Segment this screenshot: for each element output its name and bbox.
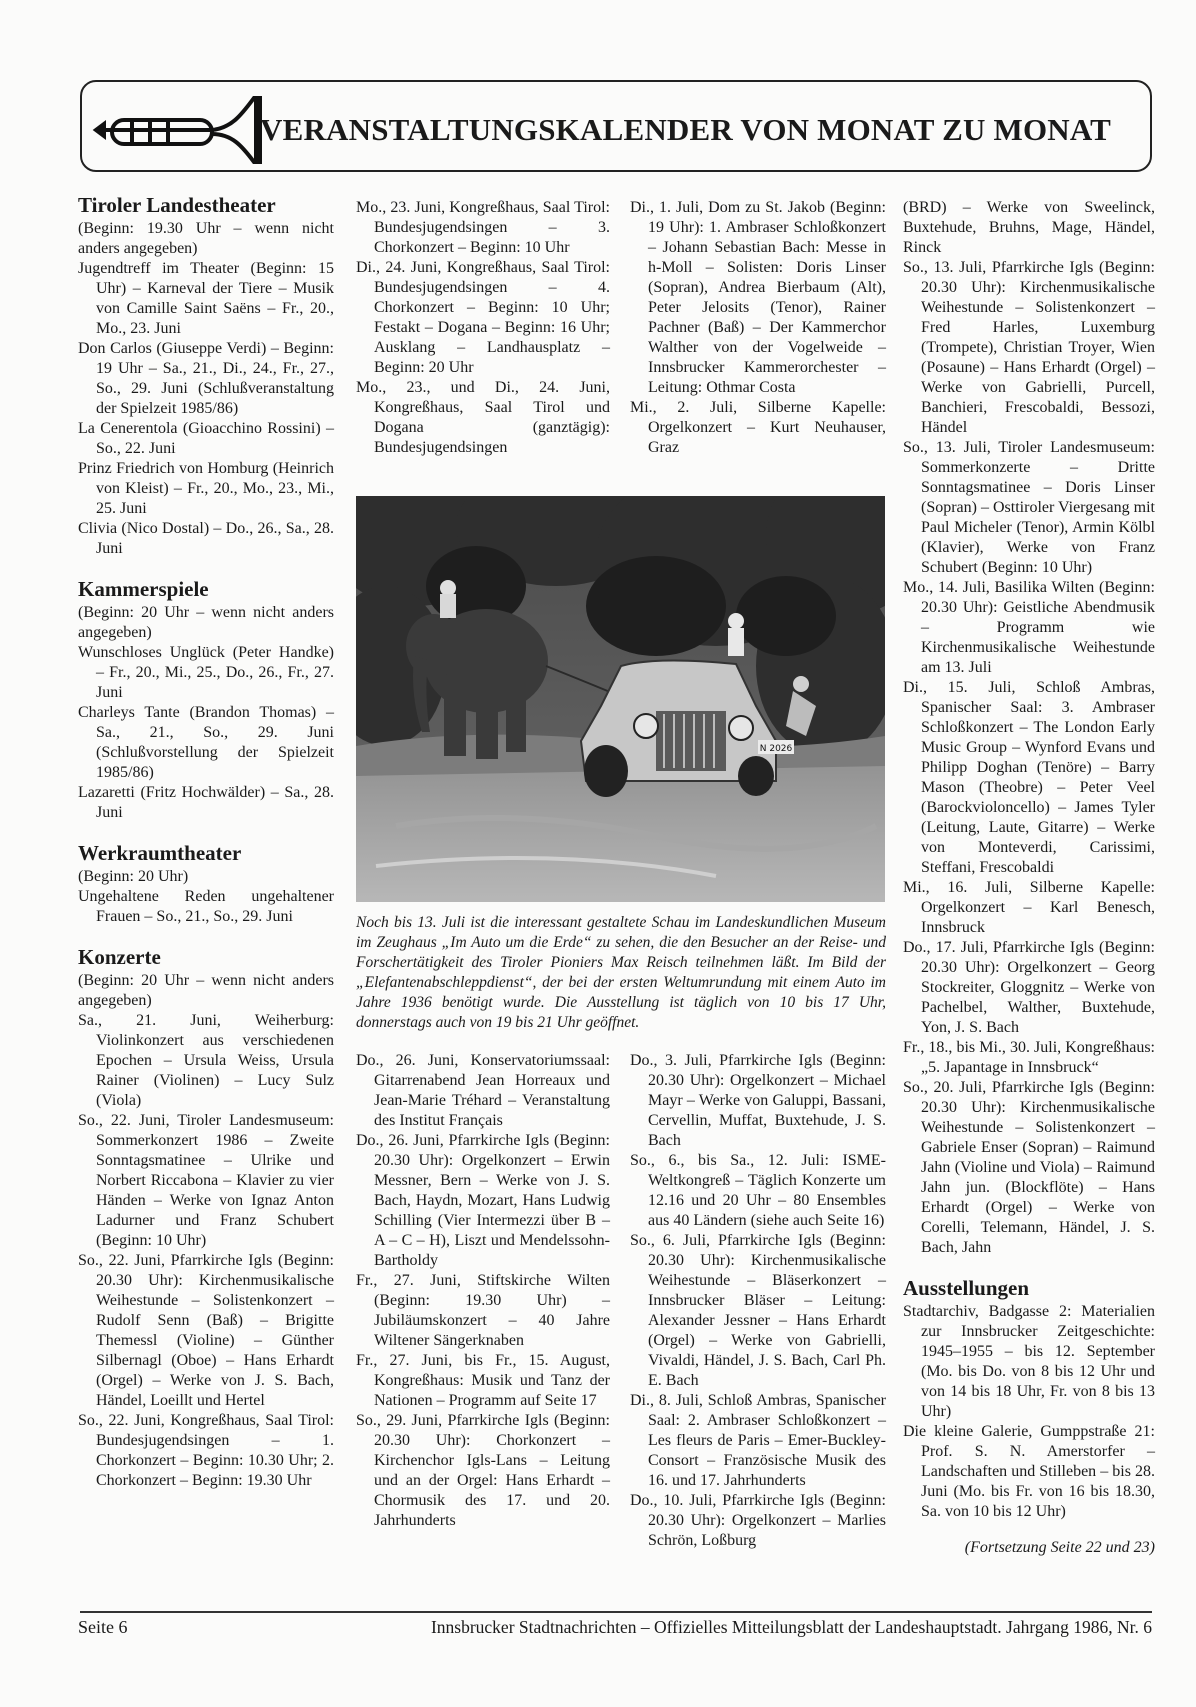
list-item: So., 22. Juni, Tiroler Landesmuseum: Sommerkonzert 1986 – Zweite Sonntagsmatinee – Ulrike und Norbert Riccabona – Klavier zu vier Händen – Werke von Ignaz Anton Ladurner und Franz Schubert (Beginn: 10 Uhr) xyxy=(78,1112,334,1249)
list-item: Charleys Tante (Brandon Thomas) – Sa., 21., So., 29. Juni (Schlußvorstellung der Spielzeit 1985/86) xyxy=(78,704,334,781)
list-item: Mo., 14. Juli, Basilika Wilten (Beginn: 20.30 Uhr): Geistliche Abendmusik – Programm wie Kirchenmusikalische Weihestunde am 13. Juli xyxy=(903,579,1155,676)
license-plate: N 2026 xyxy=(759,744,793,754)
list-item: Mo., 23. Juni, Kongreßhaus, Saal Tirol: Bundesjugendsingen – 3. Chorkonzert – Beginn: 10 Uhr xyxy=(356,199,610,256)
column-2-bottom xyxy=(356,1051,610,1531)
photo-illustration xyxy=(356,496,885,902)
list-item: (Beginn: 20 Uhr – wenn nicht anders angegeben) xyxy=(78,604,334,641)
list-item: Do., 26. Juni, Pfarrkirche Igls (Beginn: 20.30 Uhr): Orgelkonzert – Erwin Messner, Bern – Werke von J. S. Bach, Haydn, Mozart, Hans Ludwig Schilling (Vier Intermezzi über B – A – C – H), Liszt und Mendelssohn-Bartholdy xyxy=(356,1132,610,1269)
list-item: Fr., 27. Juni, bis Fr., 15. August, Kongreßhaus: Musik und Tanz der Nationen – Programm auf Seite 17 xyxy=(356,1352,610,1409)
list-item: Di., 15. Juli, Schloß Ambras, Spanischer Saal: 3. Ambraser Schloßkonzert – The London Early Music Group – Wynford Evans und Philipp Doghan (Tenöre) – Barry Mason (Theobre) – Peter Veel (Barockvioloncello) – James Tyler (Leitung, Laute, Gitarre) – Werke von Monteverdi, Carissimi, Steffani, Frescobaldi xyxy=(903,679,1155,876)
section-heading-kammerspiele: Kammerspiele xyxy=(78,577,209,601)
list-item: Sa., 21. Juni, Weiherburg: Violinkonzert aus verschiedenen Epochen – Ursula Weiss, Ursula Rainer (Violinen) – Lucy Sulz (Viola) xyxy=(78,1012,334,1109)
page-title: VERANSTALTUNGSKALENDER VON MONAT ZU MONAT xyxy=(260,112,1112,147)
list-item: So., 22. Juni, Kongreßhaus, Saal Tirol: Bundesjugendsingen – 1. Chorkonzert – Beginn: 10.30 Uhr; 2. Chorkonzert – Beginn: 19.30 Uhr xyxy=(78,1412,334,1489)
trumpet-icon xyxy=(92,90,262,170)
list-item: Die kleine Galerie, Gumppstraße 21: Prof. S. N. Amerstorfer – Landschaften und Stilleben – bis 28. Juni (Mo. bis Fr. von 16 bis 18.30, Sa. von 10 bis 12 Uhr) xyxy=(903,1423,1155,1520)
list-item: Do., 10. Juli, Pfarrkirche Igls (Beginn: 20.30 Uhr): Orgelkonzert – Marlies Schrön, Loßburg xyxy=(630,1492,886,1549)
publication-footer: Innsbrucker Stadtnachrichten – Offizielles Mitteilungsblatt der Landeshauptstadt. Jahrgang 1986, Nr. 6 xyxy=(430,1617,1152,1637)
list-item: Di., 1. Juli, Dom zu St. Jakob (Beginn: 19 Uhr): 1. Ambraser Schloßkonzert – Johann Sebastian Bach: Messe in h-Moll – Solisten: Doris Linser (Sopran), Andrea Bierbaum (Alt), Peter Jelosits (Tenor), Rainer Pachner (Baß) – Der Kammerchor Walther von der Vogelweide – Innsbrucker Kammerorchester – Leitung: Othmar Costa xyxy=(630,199,886,396)
list-item: Do., 3. Juli, Pfarrkirche Igls (Beginn: 20.30 Uhr): Orgelkonzert – Michael Mayr – Werke von Galuppi, Bassani, Cervellin, Muffat, Buxtehude, J. S. Bach xyxy=(630,1052,886,1149)
list-item: So., 6., bis Sa., 12. Juli: ISME-Weltkongreß – Täglich Konzerte um 12.16 und 20 Uhr – 80 Ensembles aus 40 Ländern (siehe auch Seite 16) xyxy=(630,1152,886,1229)
list-item: La Cenerentola (Gioacchino Rossini) – So., 22. Juni xyxy=(78,420,334,457)
column-2-top xyxy=(356,198,610,458)
page-number: Seite 6 xyxy=(78,1617,128,1637)
footer-divider xyxy=(80,1611,1152,1613)
column-3-bottom xyxy=(630,1051,886,1551)
section-heading-landestheater: Tiroler Landestheater xyxy=(78,193,276,217)
list-item: Mi., 16. Juli, Silberne Kapelle: Orgelkonzert – Karl Benesch, Innsbruck xyxy=(903,879,1155,936)
photo-elephant-towing-car xyxy=(356,496,885,902)
section-heading-konzerte: Konzerte xyxy=(78,945,161,969)
list-item: Mi., 2. Juli, Silberne Kapelle: Orgelkonzert – Kurt Neuhauser, Graz xyxy=(630,399,886,456)
list-item: Wunschloses Unglück (Peter Handke) – Fr., 20., Mi., 25., Do., 26., Fr., 27. Juni xyxy=(78,644,334,701)
list-item: Stadtarchiv, Badgasse 2: Materialien zur Innsbrucker Zeitgeschichte: 1945–1955 – bis 12. September (Mo. bis Do. von 8 bis 12 Uhr und von 14 bis 18 Uhr, Fr. von 8 bis 13 Uhr) xyxy=(903,1303,1155,1420)
list-item: (Beginn: 20 Uhr – wenn nicht anders angegeben) xyxy=(78,972,334,1009)
list-item: Prinz Friedrich von Homburg (Heinrich von Kleist) – Fr., 20., Mo., 23., Mi., 25. Juni xyxy=(78,460,334,517)
continuation-note: (Fortsetzung Seite 22 und 23) xyxy=(964,1539,1155,1556)
photo-caption: Noch bis 13. Juli ist die interessant gestaltete Schau im Landeskundlichen Museum im Zeughaus „Im Auto um die Erde“ zu sehen, die den Besucher an der Reise- und Forschertätigkeit des Tiroler Pioniers Max Reisch teilnehmen läßt. Im Bild der „Elefantenabschleppdienst“, der bei der ersten Weltumrundung mit einem Auto im Jahre 1936 benötigt wurde. Die Ausstellung ist täglich von 10 bis 17 Uhr, donnerstags auch von 19 bis 21 Uhr geöffnet. xyxy=(356,914,886,1031)
list-item: So., 13. Juli, Tiroler Landesmuseum: Sommerkonzerte – Dritte Sonntagsmatinee – Doris Linser (Sopran) – Osttiroler Viergesang mit Paul Micheler (Tenor), Armin Kölbl (Klavier), Werke von Franz Schubert (Beginn: 10 Uhr) xyxy=(903,439,1155,576)
column-4 xyxy=(903,198,1155,1558)
list-item: Fr., 27. Juni, Stiftskirche Wilten (Beginn: 19.30 Uhr) – Jubiläumskonzert – 40 Jahre Wiltener Sängerknaben xyxy=(356,1272,610,1349)
column-3-top xyxy=(630,198,886,458)
section-heading-werkraumtheater: Werkraumtheater xyxy=(78,841,242,865)
list-item: So., 20. Juli, Pfarrkirche Igls (Beginn: 20.30 Uhr): Kirchenmusikalische Weihestunde – Solistenkonzert – Gabriele Enser (Sopran) – Raimund Jahn (Violine und Viola) – Raimund Jahn jun. (Blockflöte) – Hans Erhardt (Orgel) – Werke von Corelli, Telemann, Händel, J. S. Bach, Jahn xyxy=(903,1079,1155,1256)
list-item: (BRD) – Werke von Sweelinck, Buxtehude, Bruhns, Mage, Händel, Rinck xyxy=(903,199,1155,256)
list-item: Di., 24. Juni, Kongreßhaus, Saal Tirol: Bundesjugendsingen – 4. Chorkonzert – Beginn: 10 Uhr; Festakt – Dogana – Beginn: 16 Uhr; Ausklang – Landhausplatz – Beginn: 20 Uhr xyxy=(356,259,610,376)
list-item: Ungehaltene Reden ungehaltener Frauen – So., 21., So., 29. Juni xyxy=(78,888,334,925)
list-item: Mo., 23., und Di., 24. Juni, Kongreßhaus, Saal Tirol und Dogana (ganztägig): Bundesjugendsingen xyxy=(356,379,610,456)
list-item: Jugendtreff im Theater (Beginn: 15 Uhr) – Karneval der Tiere – Musik von Camille Saint Saëns – Fr., 20., Mo., 23. Juni xyxy=(78,260,334,337)
column-1 xyxy=(78,193,334,1491)
calendar-header xyxy=(80,80,1152,172)
list-item: Do., 17. Juli, Pfarrkirche Igls (Beginn: 20.30 Uhr): Orgelkonzert – Georg Stockreiter, Gloggnitz – Werke von Pachelbel, Walther, Buxtehude, Yon, J. S. Bach xyxy=(903,939,1155,1036)
list-item: (Beginn: 20 Uhr) xyxy=(78,868,189,885)
list-item: (Beginn: 19.30 Uhr – wenn nicht anders angegeben) xyxy=(78,220,334,257)
list-item: Don Carlos (Giuseppe Verdi) – Beginn: 19 Uhr – Sa., 21., Di., 24., Fr., 27., So., 29. Juni (Schlußveranstaltung der Spielzeit 1985/86) xyxy=(78,340,334,417)
list-item: So., 6. Juli, Pfarrkirche Igls (Beginn: 20.30 Uhr): Kirchenmusikalische Weihestunde – Bläserkonzert – Innsbrucker Bläser – Leitung: Alexander Jessner – Hans Erhardt (Orgel) – Werke von Gabrielli, Vivaldi, Händel, J. S. Bach, Carl Ph. E. Bach xyxy=(630,1232,886,1389)
list-item: So., 13. Juli, Pfarrkirche Igls (Beginn: 20.30 Uhr): Kirchenmusikalische Weihestunde – Solistenkonzert – Fred Harles, Luxemburg (Trompete), Christian Troyer, Wien (Posaune) – Hans Erhardt (Orgel) – Werke von Gabrielli, Purcell, Banchieri, Frescobaldi, Bessozi, Händel xyxy=(903,259,1155,436)
list-item: Di., 8. Juli, Schloß Ambras, Spanischer Saal: 2. Ambraser Schloßkonzert – Les fleurs de Paris – Emer-Buckley-Consort – Französische Musik des 16. und 17. Jahrhunderts xyxy=(630,1392,886,1489)
list-item: Lazaretti (Fritz Hochwälder) – Sa., 28. Juni xyxy=(78,784,334,821)
list-item: So., 29. Juni, Pfarrkirche Igls (Beginn: 20.30 Uhr): Chorkonzert – Kirchenchor Igls-Lans – Leitung und an der Orgel: Hans Erhardt – Chormusik des 17. und 20. Jahrhunderts xyxy=(356,1412,610,1529)
list-item: Fr., 18., bis Mi., 30. Juli, Kongreßhaus: „5. Japantage in Innsbruck“ xyxy=(903,1039,1155,1076)
section-heading-ausstellungen: Ausstellungen xyxy=(903,1276,1030,1300)
list-item: So., 22. Juni, Pfarrkirche Igls (Beginn: 20.30 Uhr): Kirchenmusikalische Weihestunde – Solistenkonzert – Rudolf Senn (Baß) – Brigitte Themessl (Violine) – Günther Silbernagl (Oboe) – Hans Erhardt (Orgel) – Werke von J. S. Bach, Händel, Loeillt und Hertel xyxy=(78,1252,334,1409)
list-item: Clivia (Nico Dostal) – Do., 26., Sa., 28. Juni xyxy=(78,520,334,557)
list-item: Do., 26. Juni, Konservatoriumssaal: Gitarrenabend Jean Horreaux und Jean-Marie Tréhard – Veranstaltung des Institut Français xyxy=(356,1052,610,1129)
